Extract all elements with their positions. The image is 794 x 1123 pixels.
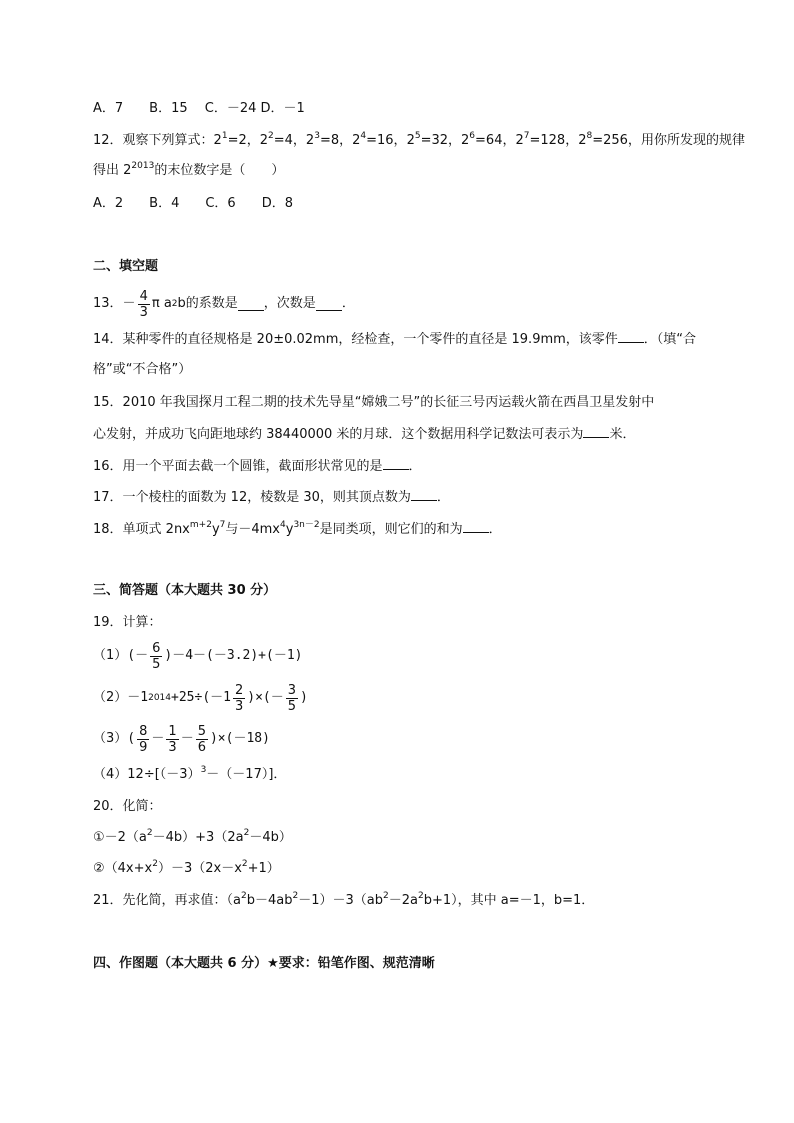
q14-text-end: ．（填“合 <box>643 332 697 347</box>
q18-exp2: 7 <box>219 520 226 530</box>
q12-options: A．2 B．4 C．6 D．8 <box>93 196 293 211</box>
section-3-title: 三、简答题（本大题共 30 分） <box>93 583 277 598</box>
q15-blank[interactable] <box>583 425 609 438</box>
q19-part4 <box>93 766 286 784</box>
q19-p3-label: （3） <box>93 731 128 746</box>
q16-blank[interactable] <box>383 457 409 470</box>
q12-power-exp: 5 <box>414 131 421 141</box>
q19-p3-fraction2: 1 3 <box>168 723 177 755</box>
q13-blank-1[interactable] <box>238 298 264 311</box>
q15-text: 心发射，并成功飞向距地球约 38440000 米的月球．这个数据用科学记数法可表示为 <box>93 427 584 442</box>
q21-e3: 2 <box>383 891 389 901</box>
q17-blank[interactable] <box>411 488 437 501</box>
q12-power-4 <box>352 133 406 148</box>
q12-power-value: =4， <box>273 133 306 148</box>
section-4-title: 四、作图题（本大题共 6 分）★要求：铅笔作图、规范清晰 <box>93 956 435 971</box>
q12-power-exp: 1 <box>221 131 228 141</box>
q19-part1 <box>93 640 302 672</box>
q12-line1 <box>93 132 745 150</box>
section-2-title: 二、填空题 <box>93 259 159 274</box>
q20-i1-c: －4b） <box>249 830 292 845</box>
q19-p4-exp: 3 <box>200 765 207 775</box>
q19-p3-m1: － <box>151 731 165 746</box>
q16 <box>93 457 422 476</box>
q19-p2-label: （2） <box>93 690 128 705</box>
q13: 13． － 4 3 π a 2 b 的系数是 ，次数是 ． <box>93 288 355 320</box>
q20-i1-e2: 2 <box>243 828 250 838</box>
q13-minus: － <box>122 296 136 311</box>
q20-item2 <box>93 860 280 878</box>
q12-question: 的末位数字是（ ） <box>154 163 285 178</box>
q12-line2 <box>93 162 284 180</box>
q17-text: 17．一个棱柱的面数为 12，棱数是 30，则其顶点数为 <box>93 490 411 505</box>
q13-pi: π <box>151 296 160 311</box>
q13-a: a <box>163 296 172 311</box>
q13-text1: 的系数是 <box>185 296 238 311</box>
q12-power-base: 2 <box>461 133 470 148</box>
q18-text5: 是同类项，则它们的和为 <box>319 522 463 537</box>
q12-power-1 <box>214 133 260 148</box>
q19-p2-d: ) <box>300 690 308 705</box>
q16-end: ． <box>408 459 422 474</box>
q19-p4-end: －（－17）]． <box>206 767 287 782</box>
q12-power-exp: 6 <box>469 131 476 141</box>
q14-line1 <box>93 330 696 349</box>
q19-part2: （2） －1 2014 +25÷(－1 2 3 )×(－ 3 5 ) <box>93 682 308 714</box>
q12-power-exp: 4 <box>360 131 367 141</box>
q19-p3-a: ( <box>127 731 136 746</box>
q12-base: 得出 2 <box>93 163 132 178</box>
q20-i1-a: ①－2（a <box>93 830 147 845</box>
q21-a: 21．先化简，再求值：（a <box>93 893 242 908</box>
q12-power-base: 2 <box>213 133 222 148</box>
q12-power-base: 2 <box>352 133 361 148</box>
q21-e2: 2 <box>292 891 299 901</box>
q18-text1: 18．单项式 2nx <box>93 522 190 537</box>
q21 <box>93 892 594 910</box>
q12-power-base: 2 <box>305 133 315 148</box>
q20-title: 20．化简： <box>93 799 162 814</box>
q20-i2-e2: 2 <box>241 859 248 869</box>
q20-i1-e1: 2 <box>146 828 153 838</box>
q21-e: b+1），其中 a=－1，b=1． <box>423 893 595 908</box>
q19-p1-label: （1） <box>93 648 128 663</box>
q21-c: －1）－3（ab <box>298 893 383 908</box>
q19-p2-fraction1: 2 3 <box>234 682 244 714</box>
q18 <box>93 520 502 539</box>
q13-text3: ． <box>341 296 355 311</box>
q19-p2-fraction2: 3 5 <box>287 682 297 714</box>
q12-power-value: =8， <box>319 133 353 148</box>
q18-end: ． <box>488 522 502 537</box>
q18-text4: y <box>285 522 294 537</box>
q17-end: ． <box>436 490 450 505</box>
q20-i2-e1: 2 <box>152 859 158 869</box>
q15-line1: 15．2010 年我国探月工程二期的技术先导星“嫦娥二号”的长征三号丙运载火箭在西昌卫星发射中 <box>93 395 655 410</box>
q21-e4: 2 <box>417 891 424 901</box>
q12-power-base: 2 <box>259 133 269 148</box>
q17 <box>93 488 450 507</box>
q19-title: 19．计算： <box>93 615 162 630</box>
q20-i1-b: －4b）+3（2a <box>152 830 244 845</box>
q13-fraction: 4 3 <box>139 288 148 320</box>
q19-p1-fraction: 6 5 <box>152 640 161 672</box>
q12-power-value: =2， <box>227 133 260 148</box>
q12-power-7 <box>515 133 578 148</box>
q12-power-value: =64， <box>475 133 516 148</box>
q12-power-base: 2 <box>515 133 524 148</box>
q12-suffix: 用你所发现的规律 <box>640 133 745 148</box>
q12-prefix: 12．观察下列算式： <box>93 133 214 148</box>
q12-power-3 <box>306 133 352 148</box>
q18-text3: 与－4mx <box>225 522 281 537</box>
q20-i2-a: ②（4x+x <box>93 861 153 876</box>
q18-blank[interactable] <box>463 520 489 533</box>
q12-exponent: 2013 <box>131 161 155 171</box>
q19-p2-c: )×(－ <box>247 690 284 705</box>
q21-d: －2a <box>388 893 418 908</box>
q12-power-value: =32， <box>420 133 462 148</box>
q13-number: 13． <box>93 296 123 311</box>
q12-power-value: =16， <box>366 133 407 148</box>
q14-text: 14．某种零件的直径规格是 20±0.02mm，经检查，一个零件的直径是 19.9mm，该零件 <box>93 332 618 347</box>
q19-p2-b: +25÷(－1 <box>171 690 231 705</box>
q12-power-8 <box>578 133 641 148</box>
q13-blank-2[interactable] <box>316 298 342 311</box>
q20-item1 <box>93 829 292 847</box>
q19-part3 <box>93 723 270 755</box>
q19-p3-fraction3: 5 6 <box>197 723 206 755</box>
q21-b: b－4ab <box>246 893 293 908</box>
q18-exp1: m+2 <box>189 520 212 530</box>
q12-powers <box>214 133 641 148</box>
q12-power-exp: 8 <box>586 131 593 141</box>
q19-p1-a: (－ <box>127 648 149 663</box>
q12-power-exp: 7 <box>523 131 530 141</box>
q18-exp3: 4 <box>280 520 286 530</box>
q12-power-exp: 2 <box>268 131 274 141</box>
q19-p4-text: （4）12÷[（－3） <box>93 767 201 782</box>
q12-power-2 <box>260 133 306 148</box>
q12-power-value: =128， <box>529 133 579 148</box>
q20-i2-b: ）－3（2x－x <box>157 861 242 876</box>
q21-e1: 2 <box>241 891 247 901</box>
q19-p2-a: －1 <box>127 690 149 705</box>
q15-text-end: 米． <box>609 427 636 442</box>
q12-power-value: =256， <box>592 133 641 148</box>
q19-p3-fraction1: 8 9 <box>139 723 148 755</box>
q13-text2: ，次数是 <box>263 296 316 311</box>
q12-power-exp: 3 <box>314 131 320 141</box>
q12-power-base: 2 <box>406 133 415 148</box>
q16-text: 16．用一个平面去截一个圆锥，截面形状常见的是 <box>93 459 383 474</box>
q14-line2: 格”或“不合格”） <box>93 362 192 377</box>
q14-blank[interactable] <box>618 330 644 343</box>
q12-power-6 <box>461 133 515 148</box>
q12-power-base: 2 <box>578 133 587 148</box>
q19-p1-b: )－4－(－3.2)+(－1) <box>164 648 303 663</box>
q19-p3-b: )×(－18) <box>209 731 270 746</box>
q18-text2: y <box>211 522 220 537</box>
q12-power-5 <box>407 133 461 148</box>
q20-i2-c: +1） <box>247 861 280 876</box>
q15-line2 <box>93 425 635 444</box>
q13-b: b <box>177 296 186 311</box>
q11-options: A．7 B．15 C．－24 D．－1 <box>93 101 305 116</box>
q19-p3-m2: － <box>180 731 194 746</box>
q18-exp4: 3n－2 <box>293 520 320 530</box>
